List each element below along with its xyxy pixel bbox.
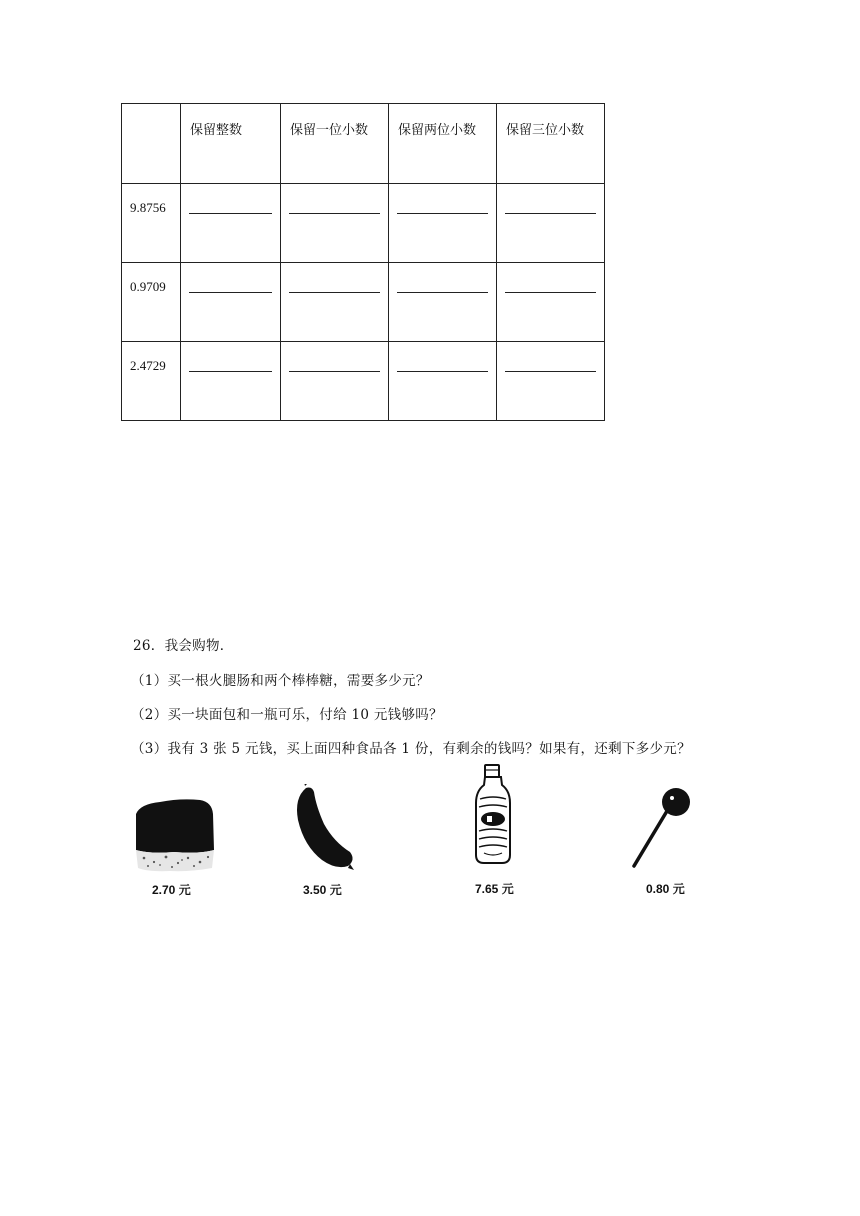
food-item-bread <box>130 796 216 874</box>
row-number: 9.8756 <box>130 200 166 215</box>
answer-cell[interactable] <box>389 342 497 421</box>
table-header-row <box>122 104 605 184</box>
column-header <box>181 104 281 184</box>
answer-cell[interactable] <box>181 263 281 342</box>
row-number: 2.4729 <box>130 358 166 373</box>
price-label-lollipop: 0.80 元 <box>646 882 685 896</box>
rounding-table <box>121 103 605 421</box>
answer-blank-line <box>289 371 380 372</box>
answer-blank-line <box>189 213 272 214</box>
column-header <box>497 104 605 184</box>
price-label-bread: 2.70 元 <box>152 883 191 897</box>
answer-cell[interactable] <box>497 342 605 421</box>
answer-blank-line <box>397 292 488 293</box>
food-item-bottle <box>470 763 516 867</box>
answer-blank-line <box>505 213 596 214</box>
row-number: 0.9709 <box>130 279 166 294</box>
column-header <box>389 104 497 184</box>
food-item-lollipop <box>628 786 698 870</box>
price-label-sausage: 3.50 元 <box>303 883 342 897</box>
bottle-icon <box>470 763 516 867</box>
row-number-cell <box>122 342 181 421</box>
answer-cell[interactable] <box>389 184 497 263</box>
answer-cell[interactable] <box>281 263 389 342</box>
answer-cell[interactable] <box>497 184 605 263</box>
column-header <box>281 104 389 184</box>
price-label-bottle: 7.65 元 <box>475 882 514 896</box>
question-part-1: （1）买一根火腿肠和两个棒棒糖，需要多少元？ <box>131 673 430 689</box>
column-header-label: 保留两位小数 <box>398 123 477 138</box>
answer-blank-line <box>289 213 380 214</box>
question-title: 26．我会购物． <box>133 638 234 654</box>
table-corner-cell <box>122 104 181 184</box>
answer-cell[interactable] <box>389 263 497 342</box>
column-header-label: 保留三位小数 <box>506 123 585 138</box>
table-row <box>122 184 605 263</box>
answer-blank-line <box>289 292 380 293</box>
lollipop-icon <box>628 786 698 870</box>
bread-icon <box>130 796 216 874</box>
answer-blank-line <box>505 371 596 372</box>
answer-cell[interactable] <box>497 263 605 342</box>
table-row <box>122 263 605 342</box>
answer-blank-line <box>505 292 596 293</box>
question-part-2: （2）买一块面包和一瓶可乐，付给 10 元钱够吗？ <box>131 707 443 723</box>
question-part-3: （3）我有 3 张 5 元钱，买上面四种食品各 1 份，有剩余的钱吗？如果有，还剩下多少元？ <box>131 741 691 757</box>
answer-cell[interactable] <box>181 184 281 263</box>
answer-blank-line <box>397 371 488 372</box>
answer-blank-line <box>397 213 488 214</box>
answer-cell[interactable] <box>181 342 281 421</box>
answer-cell[interactable] <box>281 342 389 421</box>
food-item-sausage <box>292 784 358 872</box>
row-number-cell <box>122 184 181 263</box>
column-header-label: 保留整数 <box>190 123 243 138</box>
answer-cell[interactable] <box>281 184 389 263</box>
row-number-cell <box>122 263 181 342</box>
column-header-label: 保留一位小数 <box>290 123 369 138</box>
answer-blank-line <box>189 292 272 293</box>
answer-blank-line <box>189 371 272 372</box>
sausage-icon <box>292 784 358 872</box>
table-row <box>122 342 605 421</box>
